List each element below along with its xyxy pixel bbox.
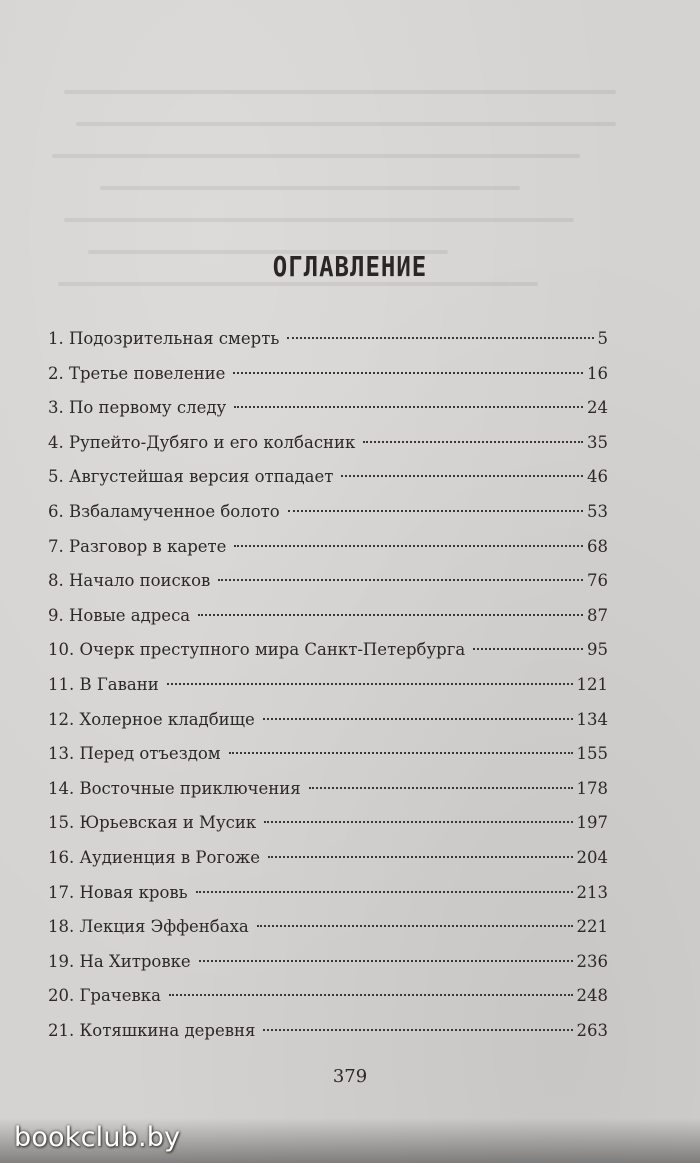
toc-entry[interactable] bbox=[48, 841, 608, 876]
toc-entry-title: 17. Новая кровь bbox=[48, 882, 188, 902]
toc-entry[interactable] bbox=[48, 703, 608, 738]
toc-entry[interactable] bbox=[48, 426, 608, 461]
dot-leader bbox=[268, 856, 573, 858]
toc-entry-title: 10. Очерк преступного мира Санкт-Петербурга bbox=[48, 640, 466, 660]
toc-entry-title: 12. Холерное кладбище bbox=[48, 709, 255, 729]
toc-entry-title: 7. Разговор в карете bbox=[48, 536, 227, 556]
watermark-bar bbox=[0, 1118, 700, 1163]
toc-entry-page: 121 bbox=[576, 674, 608, 694]
dot-leader bbox=[341, 475, 583, 477]
dot-leader bbox=[234, 406, 583, 408]
toc-entry[interactable] bbox=[48, 564, 608, 599]
toc-entry-title: 15. Юрьевская и Мусик bbox=[48, 813, 257, 833]
toc-entry[interactable] bbox=[48, 806, 608, 841]
toc-entry-page: 263 bbox=[576, 1020, 608, 1040]
bleed-through-text bbox=[40, 90, 640, 330]
dot-leader bbox=[473, 648, 583, 650]
dot-leader bbox=[263, 718, 573, 720]
toc-entry-title: 6. Взбаламученное болото bbox=[48, 501, 280, 521]
toc-entry[interactable] bbox=[48, 876, 608, 911]
toc-entry[interactable] bbox=[48, 322, 608, 357]
toc-entry-title: 14. Восточные приключения bbox=[48, 778, 301, 798]
toc-entry-title: 5. Августейшая версия отпадает bbox=[48, 467, 334, 487]
toc-entry-title: 8. Начало поисков bbox=[48, 571, 211, 591]
toc-entry-page: 221 bbox=[576, 917, 608, 937]
toc-entry[interactable] bbox=[48, 460, 608, 495]
dot-leader bbox=[233, 372, 583, 374]
toc-entry-page: 95 bbox=[587, 640, 608, 660]
toc-entry[interactable] bbox=[48, 633, 608, 668]
toc-entry[interactable] bbox=[48, 945, 608, 980]
dot-leader bbox=[169, 994, 573, 996]
toc-entry-title: 13. Перед отъездом bbox=[48, 744, 221, 764]
toc-entry-page: 197 bbox=[576, 813, 608, 833]
toc-entry-title: 19. На Хитровке bbox=[48, 951, 191, 971]
toc-entry-title: 2. Третье повеление bbox=[48, 363, 226, 383]
toc-entry[interactable] bbox=[48, 357, 608, 392]
toc-entry[interactable] bbox=[48, 979, 608, 1014]
toc-entry-page: 24 bbox=[587, 398, 608, 418]
dot-leader bbox=[288, 510, 583, 512]
dot-leader bbox=[287, 337, 593, 339]
dot-leader bbox=[199, 960, 573, 962]
watermark-text: bookclub.by bbox=[14, 1122, 181, 1153]
toc-entry-page: 248 bbox=[576, 986, 608, 1006]
dot-leader bbox=[234, 545, 583, 547]
toc-entry-page: 155 bbox=[576, 744, 608, 764]
toc-entry-page: 236 bbox=[576, 951, 608, 971]
toc-entry-title: 11. В Гавани bbox=[48, 674, 159, 694]
dot-leader bbox=[309, 787, 573, 789]
toc-entry-page: 87 bbox=[587, 605, 608, 625]
toc-entry[interactable] bbox=[48, 495, 608, 530]
toc-entry-title: 18. Лекция Эффенбаха bbox=[48, 917, 249, 937]
dot-leader bbox=[257, 925, 573, 927]
toc-entry-title: 1. Подозрительная смерть bbox=[48, 329, 280, 348]
toc-entry-title: 9. Новые адреса bbox=[48, 605, 191, 625]
dot-leader bbox=[167, 683, 573, 685]
table-of-contents bbox=[48, 322, 608, 1048]
toc-entry[interactable] bbox=[48, 910, 608, 945]
dot-leader bbox=[218, 579, 583, 581]
dot-leader bbox=[363, 441, 583, 443]
toc-entry-title: 21. Котяшкина деревня bbox=[48, 1020, 256, 1040]
toc-entry-page: 53 bbox=[587, 501, 608, 521]
toc-entry-page: 134 bbox=[576, 709, 608, 729]
toc-heading: ОГЛАВЛЕНИЕ bbox=[272, 250, 428, 284]
toc-entry-title: 20. Грачевка bbox=[48, 986, 161, 1006]
toc-entry-page: 213 bbox=[576, 882, 608, 902]
toc-entry-title: 16. Аудиенция в Рогоже bbox=[48, 847, 260, 867]
toc-entry[interactable] bbox=[48, 391, 608, 426]
toc-entry-title: 4. Рупейто-Дубяго и его колбасник bbox=[48, 432, 356, 452]
toc-entry-page: 68 bbox=[587, 536, 608, 556]
toc-entry-page: 76 bbox=[587, 571, 608, 591]
toc-entry-title: 3. По первому следу bbox=[48, 398, 227, 418]
dot-leader bbox=[198, 614, 583, 616]
toc-entry-page: 178 bbox=[576, 778, 608, 798]
toc-entry[interactable] bbox=[48, 599, 608, 634]
toc-entry[interactable] bbox=[48, 737, 608, 772]
page-number: 379 bbox=[332, 1066, 368, 1087]
toc-entry[interactable] bbox=[48, 772, 608, 807]
toc-entry-page: 16 bbox=[587, 363, 608, 383]
toc-entry[interactable] bbox=[48, 530, 608, 565]
dot-leader bbox=[196, 891, 573, 893]
dot-leader bbox=[229, 752, 573, 754]
dot-leader bbox=[264, 821, 572, 823]
toc-entry[interactable] bbox=[48, 1014, 608, 1049]
toc-entry-page: 204 bbox=[576, 847, 608, 867]
toc-entry-page: 46 bbox=[587, 467, 608, 487]
toc-entry-page: 35 bbox=[587, 432, 608, 452]
toc-entry[interactable] bbox=[48, 668, 608, 703]
dot-leader bbox=[263, 1029, 572, 1031]
toc-entry-page: 5 bbox=[597, 329, 608, 348]
